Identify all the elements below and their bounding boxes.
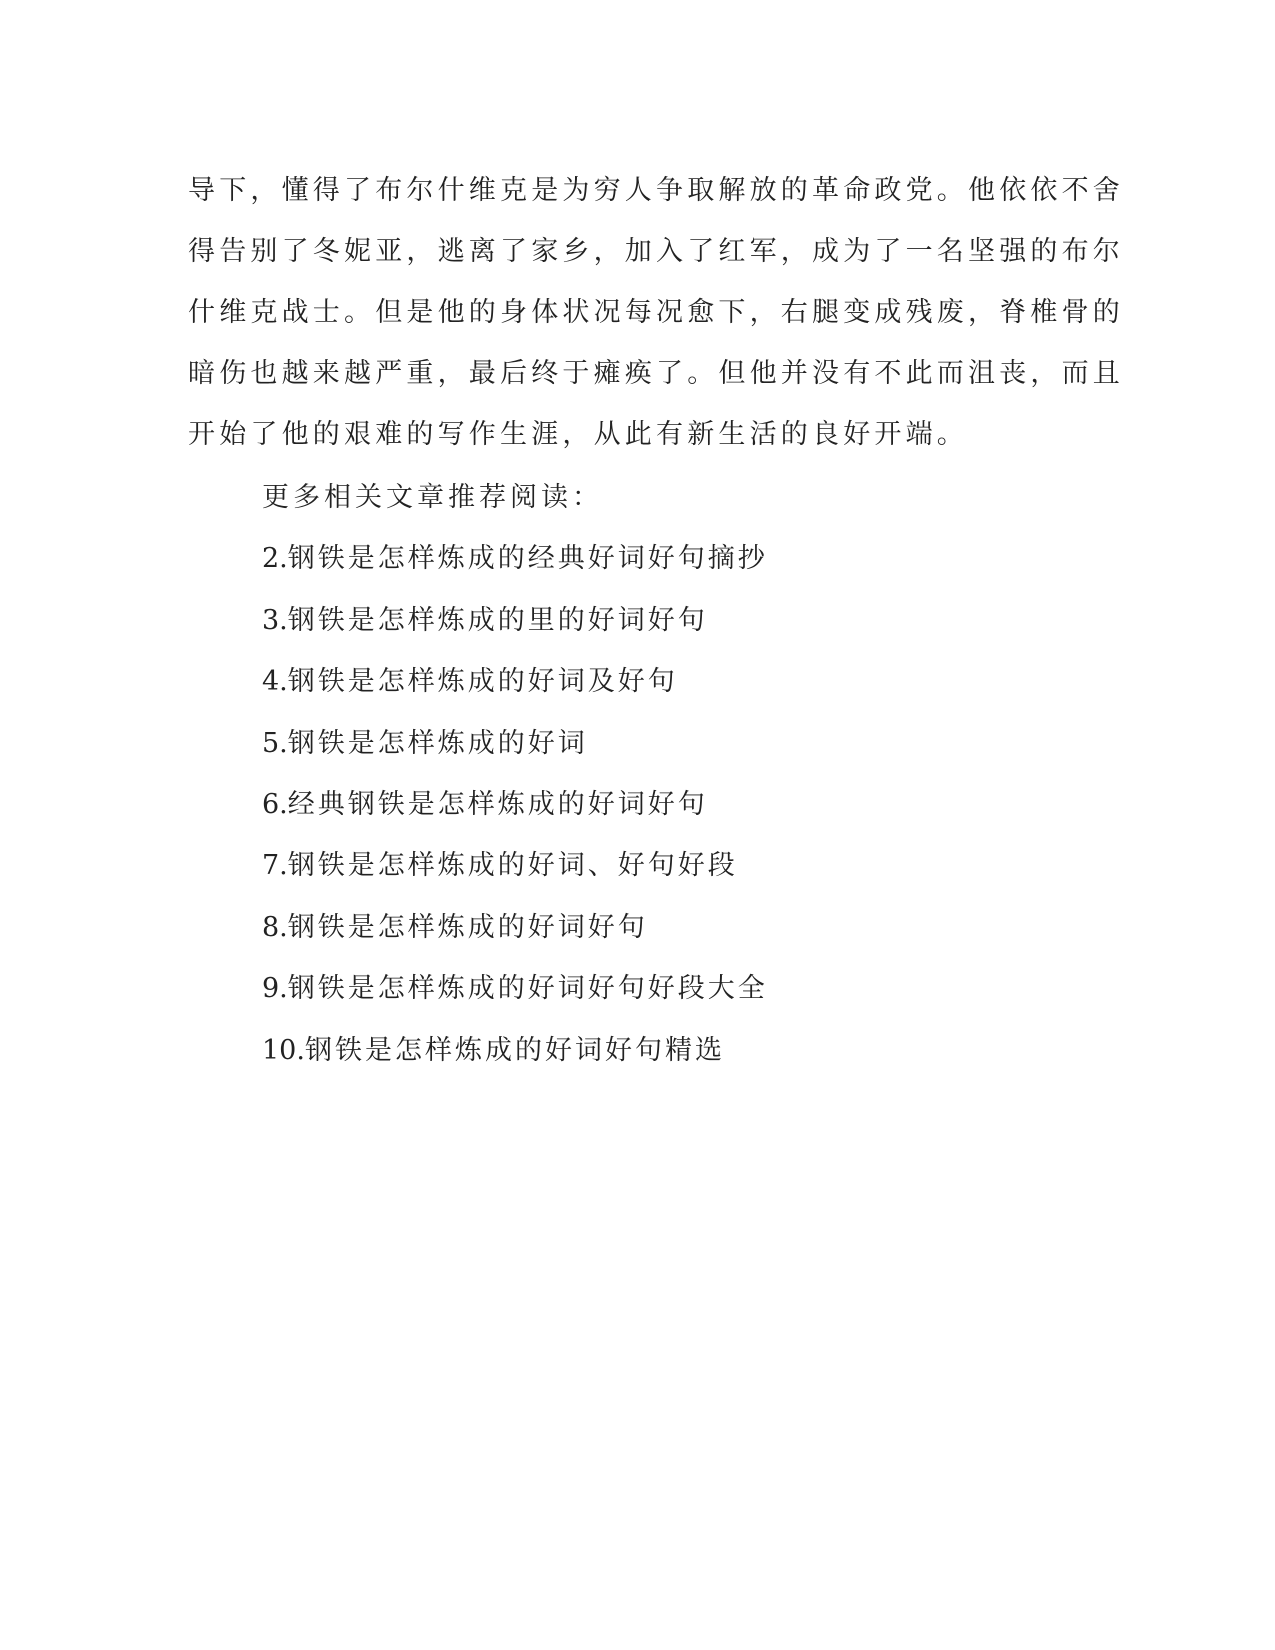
list-number: 7. — [262, 850, 288, 882]
paragraph-line: 得告别了冬妮亚，逃离了家乡，加入了红军，成为了一名坚强的布尔 — [188, 236, 1124, 267]
article-title: 钢铁是怎样炼成的好词好句 — [287, 911, 648, 943]
related-article-link[interactable] — [262, 958, 1022, 1019]
related-article-link[interactable] — [262, 651, 1022, 712]
article-title: 钢铁是怎样炼成的好词 — [287, 727, 588, 759]
body-paragraph — [188, 160, 1124, 465]
related-articles-list — [262, 467, 1022, 1081]
list-number: 5. — [262, 727, 288, 759]
list-number: 10. — [262, 1034, 305, 1066]
list-number: 9. — [262, 973, 288, 1005]
paragraph-line: 暗伤也越来越严重，最后终于瘫痪了。但他并没有不此而沮丧，而且 — [188, 358, 1124, 389]
article-title: 钢铁是怎样炼成的好词、好句好段 — [287, 850, 738, 882]
article-title: 钢铁是怎样炼成的好词好句精选 — [304, 1034, 725, 1066]
related-article-link[interactable] — [262, 1020, 1022, 1081]
article-title: 钢铁是怎样炼成的好词及好句 — [287, 666, 678, 698]
article-title: 钢铁是怎样炼成的经典好词好句摘抄 — [287, 543, 768, 575]
paragraph-line: 什维克战士。但是他的身体状况每况愈下，右腿变成残废，脊椎骨的 — [188, 297, 1124, 328]
paragraph-line: 导下，懂得了布尔什维克是为穷人争取解放的革命政党。他依依不舍 — [188, 175, 1124, 206]
related-article-link[interactable] — [262, 897, 1022, 958]
related-article-link[interactable] — [262, 835, 1022, 896]
related-article-link[interactable] — [262, 590, 1022, 651]
article-title: 钢铁是怎样炼成的里的好词好句 — [287, 604, 708, 636]
list-number: 6. — [262, 789, 288, 821]
list-number: 3. — [262, 604, 288, 636]
article-title: 钢铁是怎样炼成的好词好句好段大全 — [287, 973, 768, 1005]
paragraph-line: 开始了他的艰难的写作生涯，从此有新生活的良好开端。 — [188, 419, 968, 450]
list-number: 4. — [262, 666, 288, 698]
related-article-link[interactable] — [262, 528, 1022, 589]
list-number: 8. — [262, 911, 288, 943]
related-articles-heading: 更多相关文章推荐阅读： — [262, 482, 603, 513]
list-number: 2. — [262, 543, 288, 575]
article-title: 经典钢铁是怎样炼成的好词好句 — [287, 789, 708, 821]
related-article-link[interactable] — [262, 774, 1022, 835]
related-article-link[interactable] — [262, 713, 1022, 774]
